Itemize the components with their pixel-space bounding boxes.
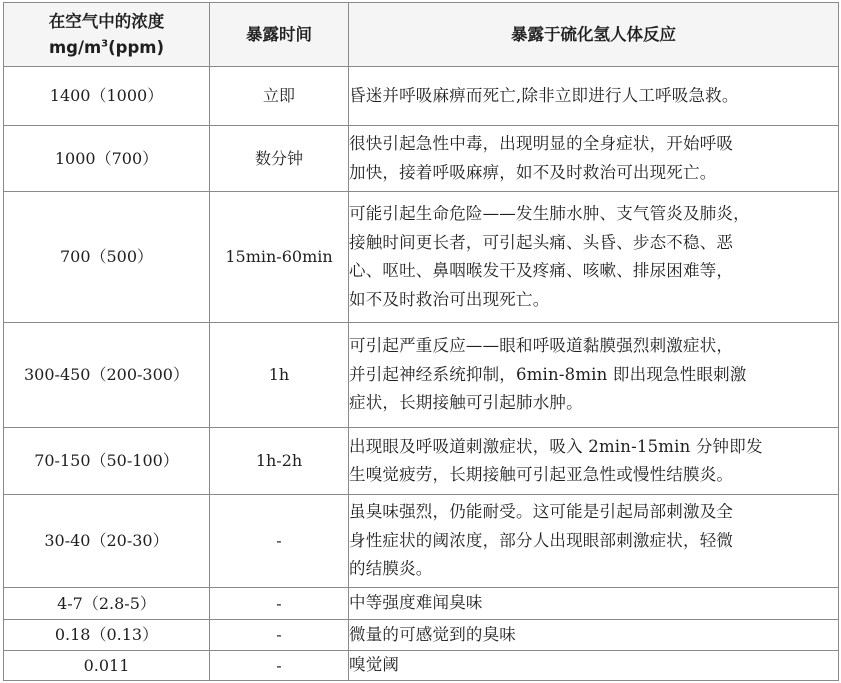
header-human-response: 暴露于硫化氢人体反应 [349,3,839,67]
response-line: 身性症状的阈浓度，部分人出现眼部刺激症状，轻微 [349,530,734,550]
exposure-time-cell: 数分钟 [210,126,349,192]
table-row [4,495,839,588]
response-line: 加快，接着呼吸麻痹，如不及时救治可出现死亡。 [349,162,717,182]
response-line: 微量的可感觉到的臭味 [349,624,516,644]
concentration-cell: 1000（700） [4,126,210,192]
response-cell [349,620,839,651]
table-header-row [4,3,839,67]
concentration-cell: 1400（1000） [4,67,210,126]
exposure-time-cell: 15min-60min [210,192,349,323]
table-row [4,428,839,495]
exposure-time-cell: - [210,620,349,651]
response-line: 并引起神经系统抑制，6min-8min 即出现急性眼刺激 [349,364,747,384]
response-line: 很快引起急性中毒，出现明显的全身症状，开始呼吸 [349,134,734,153]
response-line: 心、呕吐、鼻咽喉发干及疼痛、咳嗽、排尿困难等， [349,261,734,280]
table-row [4,588,839,620]
exposure-time-cell: - [210,588,349,620]
exposure-time-cell: 1h [210,323,349,428]
response-line: 的结膜炎。 [349,559,433,579]
response-line: 症状，长期接触可引起肺水肿。 [349,393,583,413]
table-row [4,192,839,323]
response-line: 可能引起生命危险——发生肺水肿、支气管炎及肺炎， [349,204,750,223]
header-unit-prefix: mg/m [48,37,102,57]
response-cell [349,126,839,192]
concentration-cell: 700（500） [4,192,210,323]
header-concentration [4,3,210,67]
h2s-exposure-table [3,2,839,681]
response-line: 如不及时救治可出现死亡。 [349,289,550,309]
response-line: 嗅觉阈 [349,655,400,675]
header-concentration-label: 在空气中的浓度 [48,11,165,31]
concentration-cell: 30-40（20-30） [4,495,210,588]
table-row [4,323,839,428]
table-row [4,651,839,681]
response-cell [349,323,839,428]
response-cell [349,651,839,681]
response-line: 虽臭味强烈，仍能耐受。这可能是引起局部刺激及全 [349,502,734,522]
response-cell [349,67,839,126]
response-line: 可引起严重反应——眼和呼吸道黏膜强烈刺激症状， [349,336,734,356]
exposure-time-cell: 1h-2h [210,428,349,495]
response-cell [349,588,839,620]
exposure-time-cell: - [210,495,349,588]
response-line: 出现眼及呼吸道刺激症状，吸入 2min-15min 分钟即发 [349,436,763,456]
concentration-cell: 0.18（0.13） [4,620,210,651]
table-row [4,126,839,192]
response-line: 接触时间更长者，可引起头痛、头昏、步态不稳、恶 [349,232,734,252]
header-exposure-time: 暴露时间 [210,3,349,67]
response-cell [349,495,839,588]
response-line: 生嗅觉疲劳，长期接触可引起亚急性或慢性结膜炎。 [349,465,734,484]
exposure-time-cell: 立即 [210,67,349,126]
concentration-cell: 0.011 [4,651,210,681]
concentration-cell: 300-450（200-300） [4,323,210,428]
table-row [4,620,839,651]
table-row [4,67,839,126]
concentration-cell: 70-150（50-100） [4,428,210,495]
response-cell [349,428,839,495]
response-line: 中等强度难闻臭味 [349,593,483,613]
header-unit-suffix: (ppm) [108,37,165,57]
concentration-cell: 4-7（2.8-5） [4,588,210,620]
exposure-time-cell: - [210,651,349,681]
header-unit-superscript: 3 [101,38,109,49]
header-concentration-unit [4,35,209,61]
response-cell [349,192,839,323]
response-line: 昏迷并呼吸麻痹而死亡,除非立即进行人工呼吸急救。 [349,85,739,105]
